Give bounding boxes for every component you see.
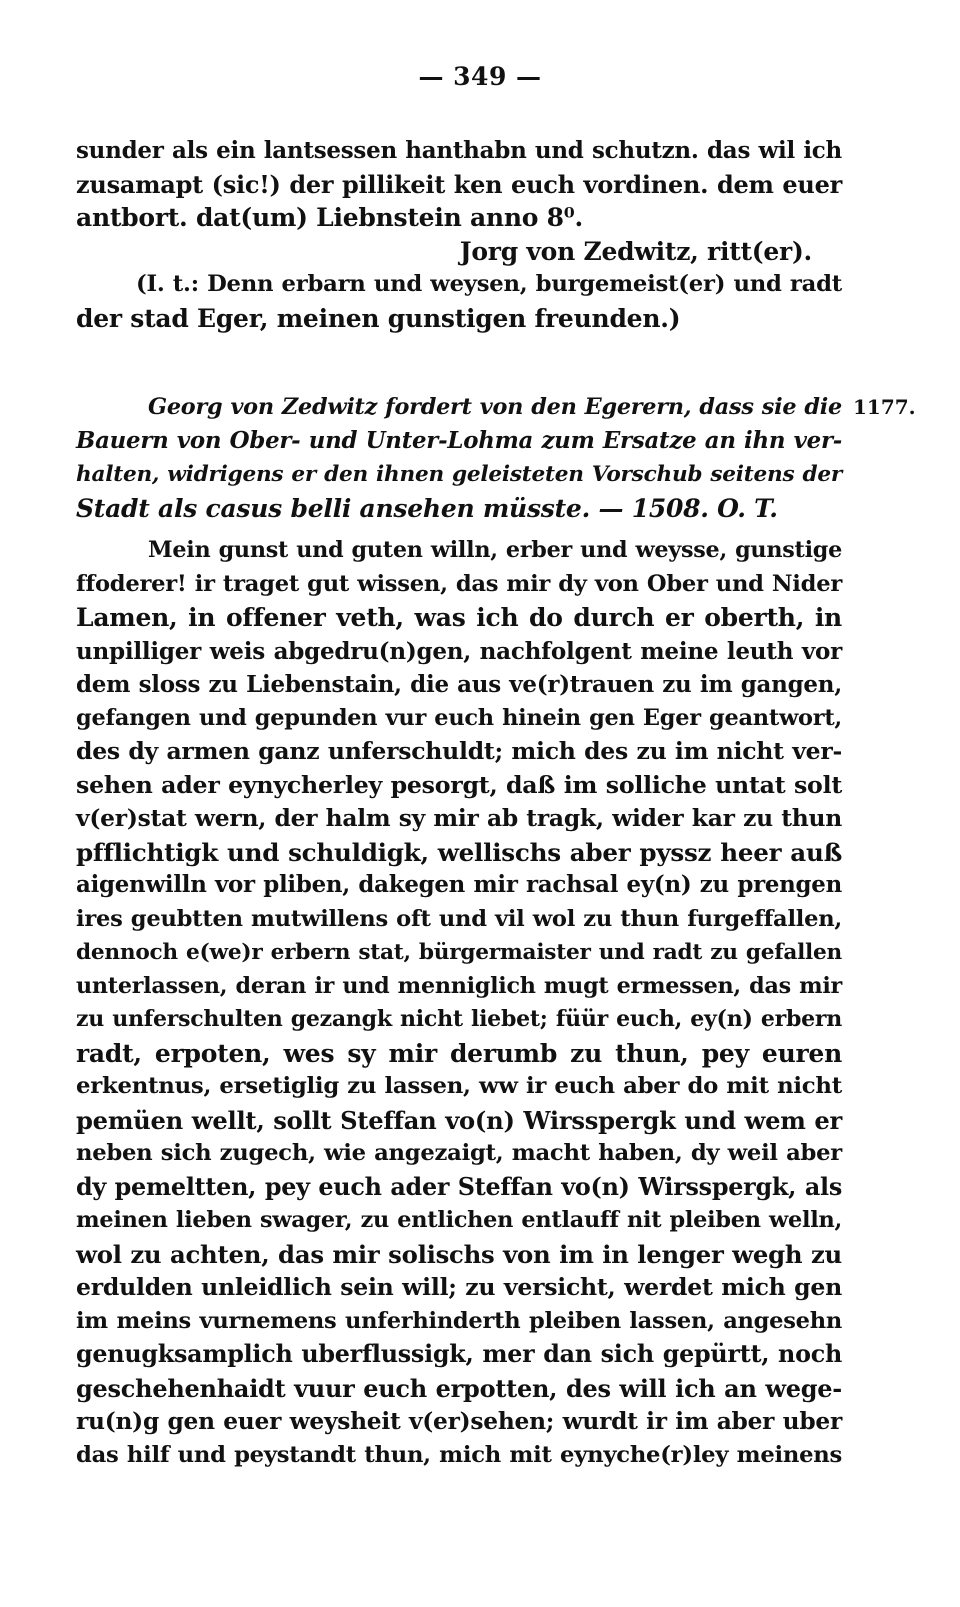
body-line: genugksamplich uberflussigk, mer dan sich gepürtt, noch — [76, 1340, 842, 1368]
body-line: pfflichtigk und schuldigk, wellischs aber pyssz heer auß — [76, 837, 842, 867]
heading-line: Stadt als casus belli ansehen müsste. — 1508. O. T. — [76, 493, 778, 523]
letter-body — [76, 534, 842, 1472]
body-line: dem sloss zu Liebenstain, die aus ve(r)trauen zu im gangen, — [76, 671, 842, 698]
body-line: pemüen wellt, sollt Steffan vo(n) Wirsspergk und wem er — [76, 1105, 842, 1135]
body-line: geschehenhaidt vuur euch erpotten, des will ich an wege- — [76, 1373, 842, 1403]
body-line: ires geubtten mutwillens oft und vil wol zu thun furgeffallen, — [76, 905, 842, 932]
body-line: dy pemeltten, pey euch ader Steffan vo(n) Wirsspergk, als — [76, 1172, 842, 1201]
heading-line: Bauern von Ober- und Unter-Lohma zum Ersatze an ihn ver- — [76, 427, 842, 454]
body-line: aigenwilln vor pliben, dakegen mir rachsal ey(n) zu prengen — [76, 872, 842, 898]
body-line: wol zu achten, das mir solischs von im in lenger wegh zu — [76, 1239, 842, 1269]
body-line: des dy armen ganz unferschuldt; mich des zu im nicht ver- — [76, 737, 842, 765]
body-line: das hilf und peystandt thun, mich mit eynyche(r)ley meinens — [76, 1441, 842, 1468]
text-line: sunder als ein lantsessen hanthabn und schutzn. das wil ich — [76, 137, 842, 164]
body-line: erdulden unleidlich sein will; zu versicht, werdet mich gen — [76, 1273, 842, 1301]
text-line: zusamapt (sic!) der pillikeit ken euch vordinen. dem euer — [76, 169, 842, 199]
body-line: neben sich zugech, wie angezaigt, macht haben, dy weil aber — [76, 1140, 842, 1166]
body-line: zu unferschulten gezangk nicht liebet; füür euch, ey(n) erbern — [76, 1006, 842, 1032]
body-line: gefangen und gepunden vur euch hinein gen Eger geantwort, — [76, 704, 842, 731]
signature-line: Jorg von Zedwitz, ritt(er). — [459, 236, 812, 266]
body-line: unpilliger weis abgedru(n)gen, nachfolgent meine leuth vor — [76, 637, 842, 665]
document-number: 1177. — [853, 395, 916, 419]
heading-line: Georg von Zedwitz fordert von den Egerern, dass sie die — [148, 394, 842, 420]
text-line: antbort. dat(um) Liebnstein anno 8⁰. — [76, 203, 583, 232]
heading-line: halten, widrigens er den ihnen geleisteten Vorschub seitens der — [76, 462, 842, 487]
page-number: — 349 — — [418, 62, 542, 91]
body-line: dennoch e(we)r erbern stat, bürgermaister und radt zu gefallen — [76, 940, 842, 965]
body-line: ffoderer! ir traget gut wissen, das mir dy von Ober und Nider — [76, 570, 842, 597]
body-line: Mein gunst und guten willn, erber und weysse, gunstige — [148, 537, 842, 563]
body-line: meinen lieben swager, zu entlichen entlauff nit pleiben welln, — [76, 1207, 842, 1233]
document-heading — [76, 391, 842, 525]
body-line: Lamen, in offener veth, was ich do durch er oberth, in — [76, 603, 842, 632]
body-line: im meins vurnemens unferhinderth pleiben lassen, angesehn — [76, 1307, 842, 1334]
address-line: der stad Eger, meinen gunstigen freunden.) — [76, 303, 681, 333]
body-line: radt, erpoten, wes sy mir derumb zu thun, pey euren — [76, 1038, 842, 1068]
body-line: erkentnus, ersetiglig zu lassen, ww ir euch aber do mit nicht — [76, 1073, 842, 1099]
body-line: ru(n)g gen euer weysheit v(er)sehen; wurdt ir im aber uber — [76, 1408, 842, 1435]
preceding-letter-ending — [76, 134, 842, 335]
address-line: (I. t.: Denn erbarn und weysen, burgemeist(er) und radt — [136, 271, 842, 297]
body-line: v(er)stat wern, der halm sy mir ab tragk, wider kar zu thun — [76, 804, 842, 832]
body-line: unterlassen, deran ir und menniglich mugt ermessen, das mir — [76, 972, 842, 999]
body-line: sehen ader eynycherley pesorgt, daß im solliche untat solt — [76, 770, 842, 799]
